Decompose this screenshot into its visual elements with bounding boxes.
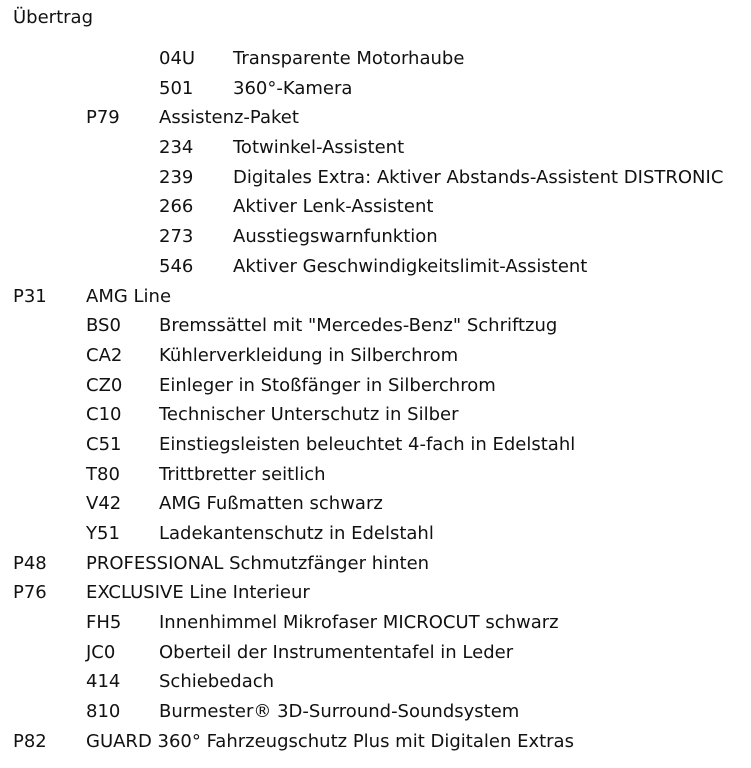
option-label: Transparente Motorhaube xyxy=(233,48,465,69)
equipment-row xyxy=(0,344,751,374)
carry-over-heading: Übertrag xyxy=(13,7,93,28)
option-label: Bremssättel mit "Mercedes-Benz" Schriftzug xyxy=(159,315,558,337)
equipment-row xyxy=(0,463,751,493)
option-code: JC0 xyxy=(86,641,116,663)
option-code: C51 xyxy=(86,433,122,455)
option-code: 546 xyxy=(159,255,194,277)
equipment-row xyxy=(0,403,751,433)
option-label: Technischer Unterschutz in Silber xyxy=(159,404,459,426)
option-code: FH5 xyxy=(86,612,122,634)
equipment-row xyxy=(0,433,751,463)
option-label: Innenhimmel Mikrofaser MICROCUT schwarz xyxy=(159,612,559,634)
option-label: Einleger in Stoßfänger in Silberchrom xyxy=(159,374,496,396)
option-code: V42 xyxy=(86,493,122,515)
option-code: CZ0 xyxy=(86,374,123,396)
option-code: C10 xyxy=(86,404,122,426)
equipment-row xyxy=(0,522,751,552)
equipment-row xyxy=(0,47,751,77)
option-code: 234 xyxy=(159,137,194,159)
option-code: P48 xyxy=(13,552,47,574)
option-label: Aktiver Lenk-Assistent xyxy=(233,196,434,218)
option-label: Ladekantenschutz in Edelstahl xyxy=(159,523,434,544)
equipment-row xyxy=(0,314,751,344)
option-code: P76 xyxy=(13,582,47,604)
option-label: Ausstiegswarnfunktion xyxy=(233,226,438,248)
equipment-row xyxy=(0,106,751,136)
equipment-row xyxy=(0,77,751,107)
option-label: 360°-Kamera xyxy=(233,77,353,99)
option-label: PROFESSIONAL Schmutzfänger hinten xyxy=(86,552,430,574)
equipment-row xyxy=(0,225,751,255)
option-label: Digitales Extra: Aktiver Abstands-Assistent DISTRONIC xyxy=(233,166,724,188)
equipment-row xyxy=(0,700,751,730)
equipment-row xyxy=(0,552,751,582)
option-code: T80 xyxy=(86,463,120,485)
option-code: 04U xyxy=(159,48,196,69)
option-code: P31 xyxy=(13,285,47,307)
option-label: Trittbretter seitlich xyxy=(159,463,326,485)
option-code: 266 xyxy=(159,196,194,218)
option-label: AMG Fußmatten schwarz xyxy=(159,493,383,515)
equipment-row xyxy=(0,492,751,522)
equipment-row xyxy=(0,670,751,700)
option-code: 273 xyxy=(159,226,194,248)
equipment-row xyxy=(0,255,751,285)
equipment-row xyxy=(0,641,751,671)
option-label: AMG Line xyxy=(86,285,172,307)
option-code: 414 xyxy=(86,671,121,693)
equipment-row xyxy=(0,611,751,641)
option-code: 810 xyxy=(86,701,121,723)
option-code: Y51 xyxy=(86,523,120,544)
option-label: Einstiegsleisten beleuchtet 4-fach in Edelstahl xyxy=(159,433,576,455)
option-label: Totwinkel-Assistent xyxy=(233,137,405,159)
option-label: Burmester® 3D-Surround-Soundsystem xyxy=(159,701,520,723)
option-code: P82 xyxy=(13,730,47,752)
option-label: Assistenz-Paket xyxy=(159,107,299,129)
option-label: Kühlerverkleidung in Silberchrom xyxy=(159,344,459,366)
option-label: Aktiver Geschwindigkeitslimit-Assistent xyxy=(233,255,588,277)
option-code: 239 xyxy=(159,166,194,188)
option-code: BS0 xyxy=(86,315,121,337)
option-label: Schiebedach xyxy=(159,671,275,693)
equipment-row xyxy=(0,374,751,404)
option-label: Oberteil der Instrumententafel in Leder xyxy=(159,641,514,663)
option-code: 501 xyxy=(159,77,194,99)
equipment-row xyxy=(0,166,751,196)
equipment-row xyxy=(0,285,751,315)
equipment-row xyxy=(0,581,751,611)
equipment-row xyxy=(0,195,751,225)
equipment-row xyxy=(0,730,751,760)
equipment-list xyxy=(0,47,751,760)
option-label: EXCLUSIVE Line Interieur xyxy=(86,582,310,604)
equipment-row xyxy=(0,136,751,166)
option-code: P79 xyxy=(86,107,120,129)
option-label: GUARD 360° Fahrzeugschutz Plus mit Digitalen Extras xyxy=(86,730,574,752)
option-code: CA2 xyxy=(86,344,123,366)
